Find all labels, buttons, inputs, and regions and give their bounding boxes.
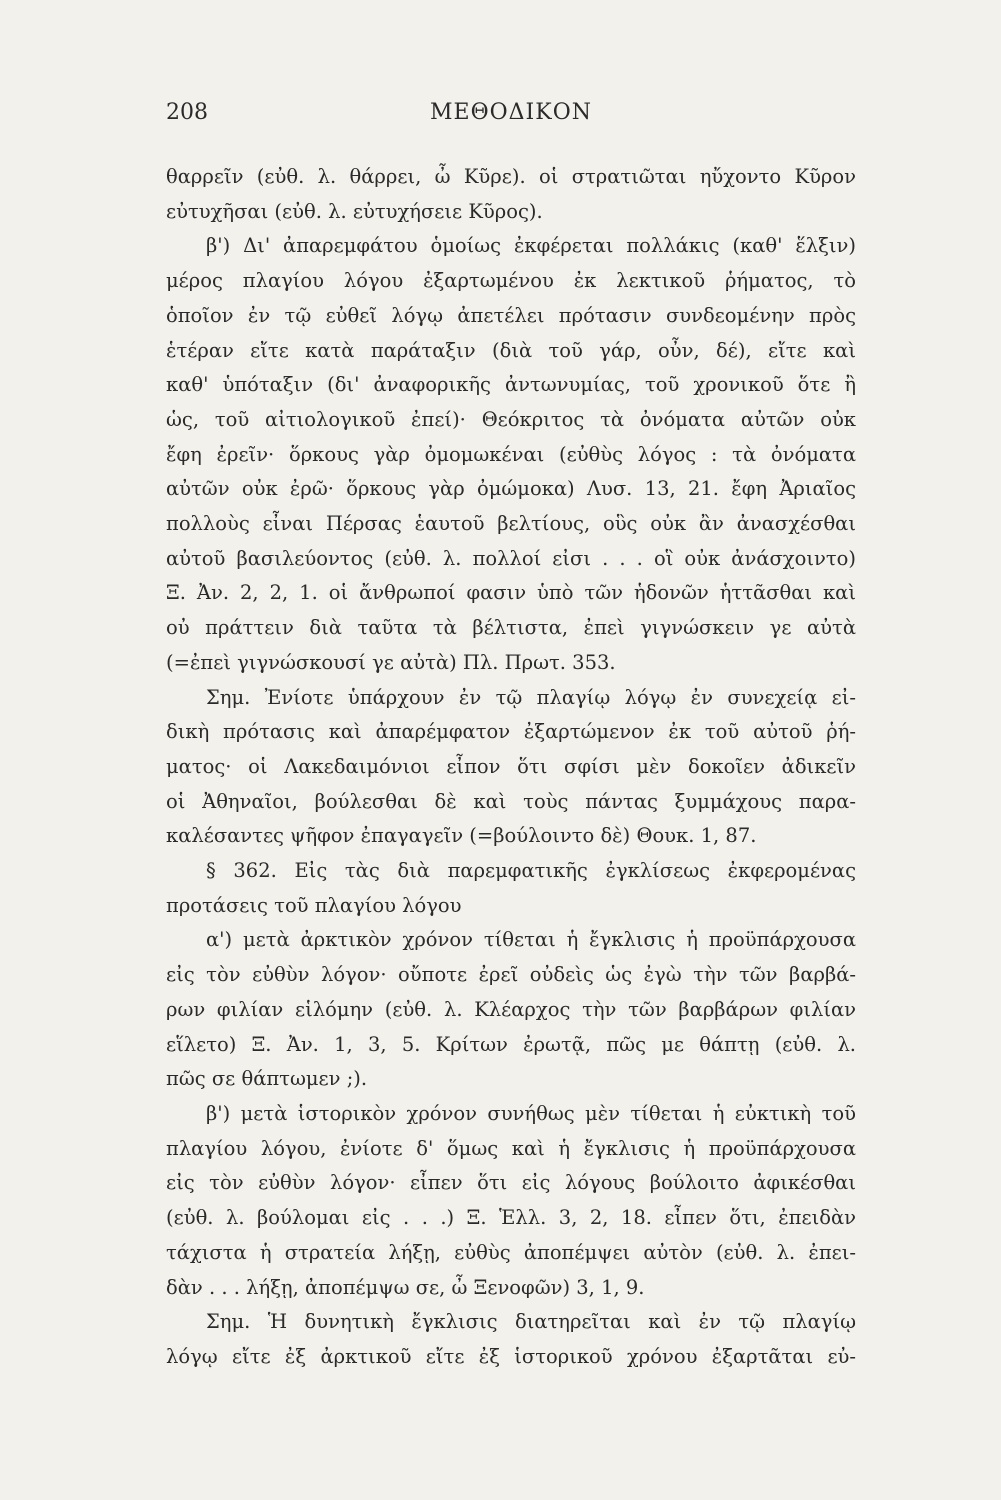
text-line: αὐτοῦ βασιλεύοντος (εὐθ. λ. πολλοί εἰσι . . . οἳ οὐκ ἀνάσχοιντο) — [166, 546, 856, 570]
page-header — [166, 100, 856, 140]
running-title: ΜΕΘΟΔΙΚΟΝ — [430, 100, 592, 125]
text-line: δικὴ πρότασις καὶ ἀπαρέμφατον ἐξαρτώμενον ἐκ τοῦ αὐτοῦ ῥή- — [166, 720, 856, 744]
text-line: (εὐθ. λ. βούλομαι εἰς . . .) Ξ. Ἑλλ. 3, 2, 18. εἶπεν ὅτι, ἐπειδὰν — [166, 1206, 856, 1230]
text-line: ὡς, τοῦ αἰτιολογικοῦ ἐπεί)· Θεόκριτος τὰ ὀνόματα αὐτῶν οὐκ — [166, 407, 856, 431]
text-line: (=ἐπεὶ γιγνώσκουσί γε αὐτὰ) Πλ. Πρωτ. 353. — [166, 650, 616, 674]
text-line: β') Δι' ἀπαρεμφάτου ὁμοίως ἐκφέρεται πολλάκις (καθ' ἕλξιν) — [206, 234, 856, 258]
text-line: β') μετὰ ἱστορικὸν χρόνον συνήθως μὲν τίθεται ἡ εὐκτικὴ τοῦ — [206, 1101, 856, 1125]
text-line: § 362. Εἰς τὰς διὰ παρεμφατικῆς ἐγκλίσεως ἐκφερομένας — [206, 859, 856, 883]
text-line: τάχιστα ἡ στρατεία λήξῃ, εὐθὺς ἀποπέμψει αὐτὸν (εὐθ. λ. ἐπει- — [166, 1240, 856, 1264]
text-line: οὐ πράττειν διὰ ταῦτα τὰ βέλτιστα, ἐπεὶ γιγνώσκειν γε αὐτὰ — [166, 616, 856, 640]
text-line: Ξ. Ἀν. 2, 2, 1. οἱ ἄνθρωποί φασιν ὑπὸ τῶν ἡδονῶν ἡττᾶσθαι καὶ — [166, 581, 856, 605]
text-line: προτάσεις τοῦ πλαγίου λόγου — [166, 893, 462, 917]
text-line: καθ' ὑπόταξιν (δι' ἀναφορικῆς ἀντωνυμίας, τοῦ χρονικοῦ ὅτε ἢ — [166, 373, 856, 397]
text-line: οἱ Ἀθηναῖοι, βούλεσθαι δὲ καὶ τοὺς πάντας ξυμμάχους παρα- — [166, 789, 856, 813]
text-line: εἵλετο) Ξ. Ἀν. 1, 3, 5. Κρίτων ἐρωτᾷ, πῶς με θάπτῃ (εὐθ. λ. — [166, 1032, 856, 1056]
page-number: 208 — [166, 100, 208, 125]
text-line: καλέσαντες ψῆφον ἐπαγαγεῖν (=βούλοιντο δὲ) Θουκ. 1, 87. — [166, 824, 757, 848]
text-line: πῶς σε θάπτωμεν ;). — [166, 1067, 368, 1091]
text-line: δὰν . . . λήξῃ, ἀποπέμψω σε, ὦ Ξενοφῶν) 3, 1, 9. — [166, 1275, 645, 1299]
text-line: εἰς τὸν εὐθὺν λόγον· εἶπεν ὅτι εἰς λόγους βούλοιτο ἀφικέσθαι — [166, 1171, 856, 1195]
text-line: α') μετὰ ἀρκτικὸν χρόνον τίθεται ἡ ἔγκλισις ἡ προϋπάρχουσα — [206, 928, 856, 952]
text-line: ρων φιλίαν εἱλόμην (εὐθ. λ. Κλέαρχος τὴν τῶν βαρβάρων φιλίαν — [166, 997, 856, 1021]
text-line: Σημ. Ἡ δυνητικὴ ἔγκλισις διατηρεῖται καὶ ἐν τῷ πλαγίῳ — [206, 1310, 856, 1334]
text-line: αὐτῶν οὐκ ἐρῶ· ὅρκους γὰρ ὀμώμοκα) Λυσ. 13, 21. ἔφη Ἀριαῖος — [166, 477, 856, 501]
text-line: εὐτυχῆσαι (εὐθ. λ. εὐτυχήσειε Κῦρος). — [166, 199, 543, 223]
text-line: Σημ. Ἐνίοτε ὑπάρχουν ἐν τῷ πλαγίῳ λόγῳ ἐν συνεχείᾳ εἰ- — [206, 685, 856, 709]
text-line: ματος· οἱ Λακεδαιμόνιοι εἶπον ὅτι σφίσι μὲν δοκοῖεν ἀδικεῖν — [166, 754, 856, 778]
main-text — [166, 160, 856, 1375]
text-line: εἰς τὸν εὐθὺν λόγον· οὔποτε ἐρεῖ οὐδεὶς ὡς ἐγὼ τὴν τῶν βαρβά- — [166, 963, 856, 987]
text-line: λόγῳ εἴτε ἐξ ἀρκτικοῦ εἴτε ἐξ ἱστορικοῦ χρόνου ἐξαρτᾶται εὐ- — [166, 1344, 856, 1368]
text-line: ὁποῖον ἐν τῷ εὐθεῖ λόγῳ ἀπετέλει πρότασιν συνδεομένην πρὸς — [166, 303, 856, 327]
text-line: πολλοὺς εἶναι Πέρσας ἑαυτοῦ βελτίους, οὓς οὐκ ἂν ἀνασχέσθαι — [166, 512, 856, 536]
text-line: ἑτέραν εἴτε κατὰ παράταξιν (διὰ τοῦ γάρ, οὖν, δέ), εἴτε καὶ — [166, 338, 856, 362]
text-line: μέρος πλαγίου λόγου ἐξαρτωμένου ἐκ λεκτικοῦ ῥήματος, τὸ — [166, 269, 856, 293]
text-line: ἔφη ἐρεῖν· ὅρκους γὰρ ὀμομωκέναι (εὐθὺς λόγος : τὰ ὀνόματα — [166, 442, 856, 466]
text-line: θαρρεῖν (εὐθ. λ. θάρρει, ὦ Κῦρε). οἱ στρατιῶται ηὔχοντο Κῦρον — [166, 165, 856, 188]
text-line: πλαγίου λόγου, ἐνίοτε δ' ὅμως καὶ ἡ ἔγκλισις ἡ προϋπάρχουσα — [166, 1136, 856, 1160]
